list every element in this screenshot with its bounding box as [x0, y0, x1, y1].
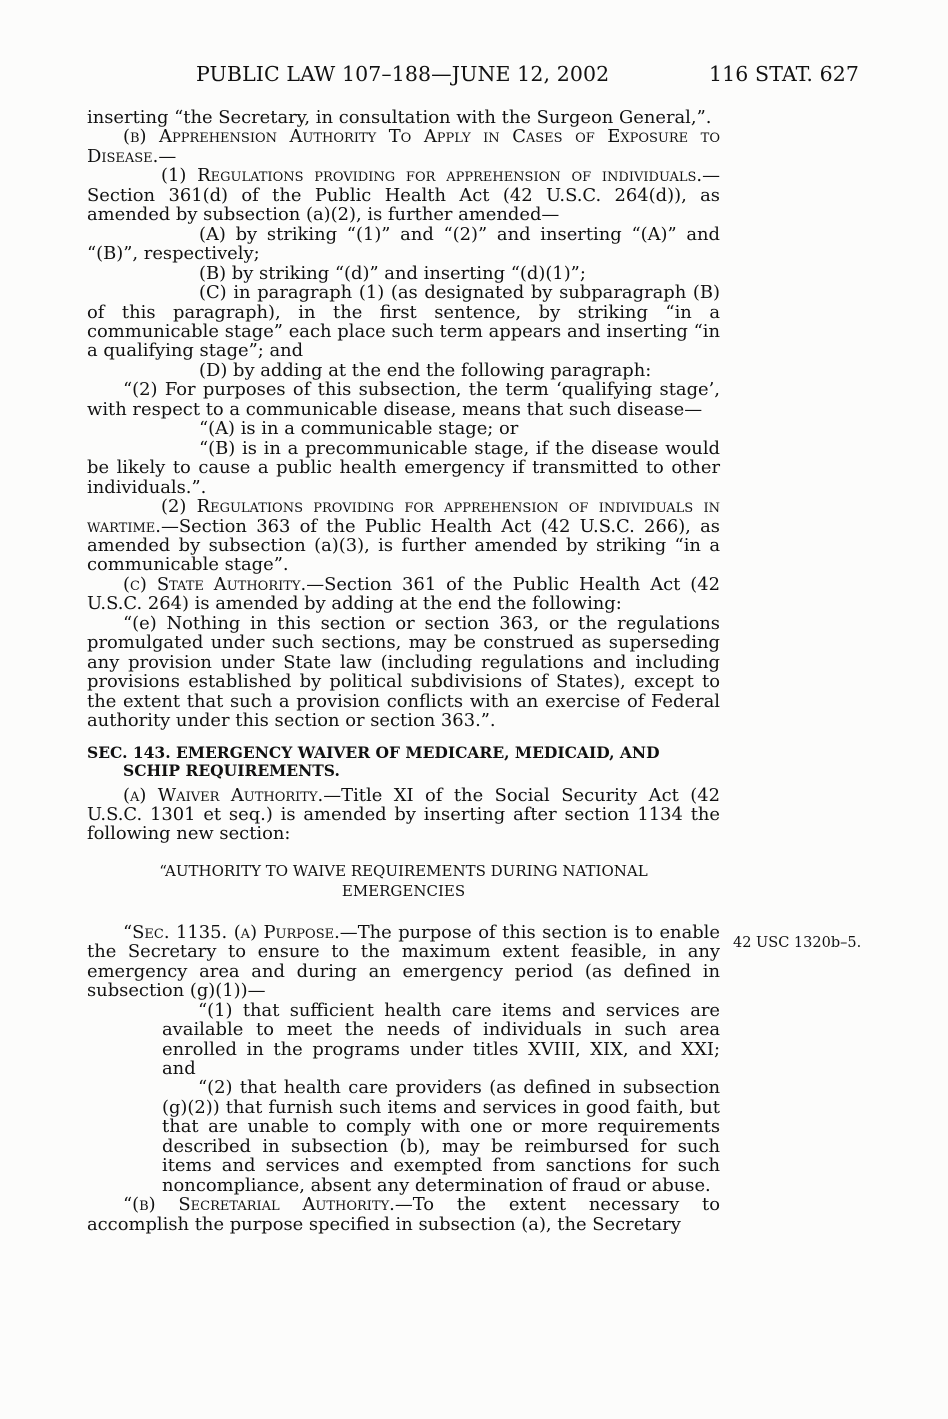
- secretarial-authority-heading: “(b) Secretarial Authority.: [123, 1194, 395, 1216]
- subsection-b-text: —: [158, 145, 177, 167]
- subsection-c-heading: (c) State Authority.: [123, 573, 307, 595]
- section-1135-heading: “Sec. 1135. (a) Purpose.: [123, 921, 340, 943]
- paragraph-2-wartime: [87, 497, 720, 575]
- purpose-item-2: “(2) that health care providers (as defined in subsection (g)(2)) that furnish such items and services in good faith, but that are unable to comply with one or more requirements described in subsection (b), may be reimbursed for such items and services and exempted from sanctions for such noncompliance, absent any determination of fraud or abuse.: [162, 1077, 720, 1196]
- margin-citation-note: 42 USC 1320b–5.: [733, 935, 862, 951]
- subsection-b-paragraph: [87, 127, 720, 166]
- subparagraph-a: (A) by striking “(1)” and “(2)” and inserting “(A)” and “(B)”, respectively;: [87, 223, 720, 265]
- section-1135-purpose: [87, 923, 720, 1001]
- new-section-title: “AUTHORITY TO WAIVE REQUIREMENTS DURING NATIONAL EMERGENCIES: [159, 861, 648, 900]
- secretarial-authority-text: —To the extent necessary to accomplish the purpose specified in subsection (a), the Secretary: [87, 1194, 720, 1235]
- paragraph-continuation: inserting “the Secretary, in consultation with the Surgeon General,”.: [87, 107, 712, 128]
- subsection-a-heading: (a) Waiver Authority.: [123, 784, 324, 806]
- inserted-subsection-e: “(e) Nothing in this section or section 363, or the regulations promulgated under such sections, may be construed as superseding any provision under State law (including regulations and including provisions established by political subdivisions of States), except to the extent that such a provision conflicts with an exercise of Federal authority under this section or section 363.”.: [87, 612, 720, 732]
- subparagraph-b: (B) by striking “(d)” and inserting “(d)(1)”;: [199, 262, 586, 284]
- subsection-c-text: —Section 361 of the Public Health Act (42 U.S.C. 264) is amended by adding at the end the following:: [87, 573, 720, 615]
- purpose-item-1: “(1) that sufficient health care items and services are available to meet the needs of individuals in such area enrolled in the programs under titles XVIII, XIX, and XXI; and: [162, 999, 720, 1080]
- running-header-right: 116 STAT. 627: [709, 62, 860, 86]
- running-header-left: PUBLIC LAW 107–188—JUNE 12, 2002: [196, 62, 610, 86]
- section-1135-text: —The purpose of this section is to enable the Secretary to ensure to the maximum extent feasible, in any emergency area and during an emergency period (as defined in subsection (g)(1))—: [87, 921, 720, 1002]
- paragraph-1-regulations: [87, 166, 720, 224]
- subsection-a-text: —Title XI of the Social Security Act (42 U.S.C. 1301 et seq.) is amended by inserting after section 1134 the following new section:: [87, 784, 720, 845]
- subsection-b-secretarial: [87, 1195, 720, 1234]
- document-body: [87, 108, 720, 1234]
- subsection-c-paragraph: [87, 575, 720, 614]
- subsection-a-waiver: [87, 786, 720, 844]
- subsection-b-heading: (b) Apprehension Authority To Apply in Cases of Exposure to Disease.: [87, 126, 720, 167]
- inserted-clause-b: “(B) is in a precommunicable stage, if the disease would be likely to cause a public health emergency if transmitted to other individuals.”.: [87, 437, 720, 498]
- paragraph-2-text: —Section 363 of the Public Health Act (42 U.S.C. 266), as amended by subsection (a)(3), is further amended by striking “in a communicable stage”.: [87, 515, 720, 576]
- paragraph-1-heading: (1) Regulations providing for apprehension of individuals.: [161, 165, 703, 187]
- subparagraph-d: (D) by adding at the end the following paragraph:: [199, 359, 652, 381]
- paragraph-2-heading: (2) Regulations providing for apprehension of individuals in wartime.: [87, 496, 720, 537]
- inserted-paragraph-2: “(2) For purposes of this subsection, the term ‘qualifying stage’, with respect to a communicable disease, means that such disease—: [87, 379, 720, 420]
- section-143-heading: SEC. 143. EMERGENCY WAIVER OF MEDICARE, MEDICAID, AND SCHIP REQUIREMENTS.: [87, 742, 660, 780]
- inserted-clause-a: “(A) is in a communicable stage; or: [199, 418, 519, 440]
- subparagraph-c: (C) in paragraph (1) (as designated by subparagraph (B) of this paragraph), in the first sentence, by striking “in a communicable stage” each place such term appears and inserting “in a qualifying stage”; and: [87, 282, 720, 362]
- paragraph-1-text: —Section 361(d) of the Public Health Act (42 U.S.C. 264(d)), as amended by subsection (a)(2), is further amended—: [87, 165, 720, 226]
